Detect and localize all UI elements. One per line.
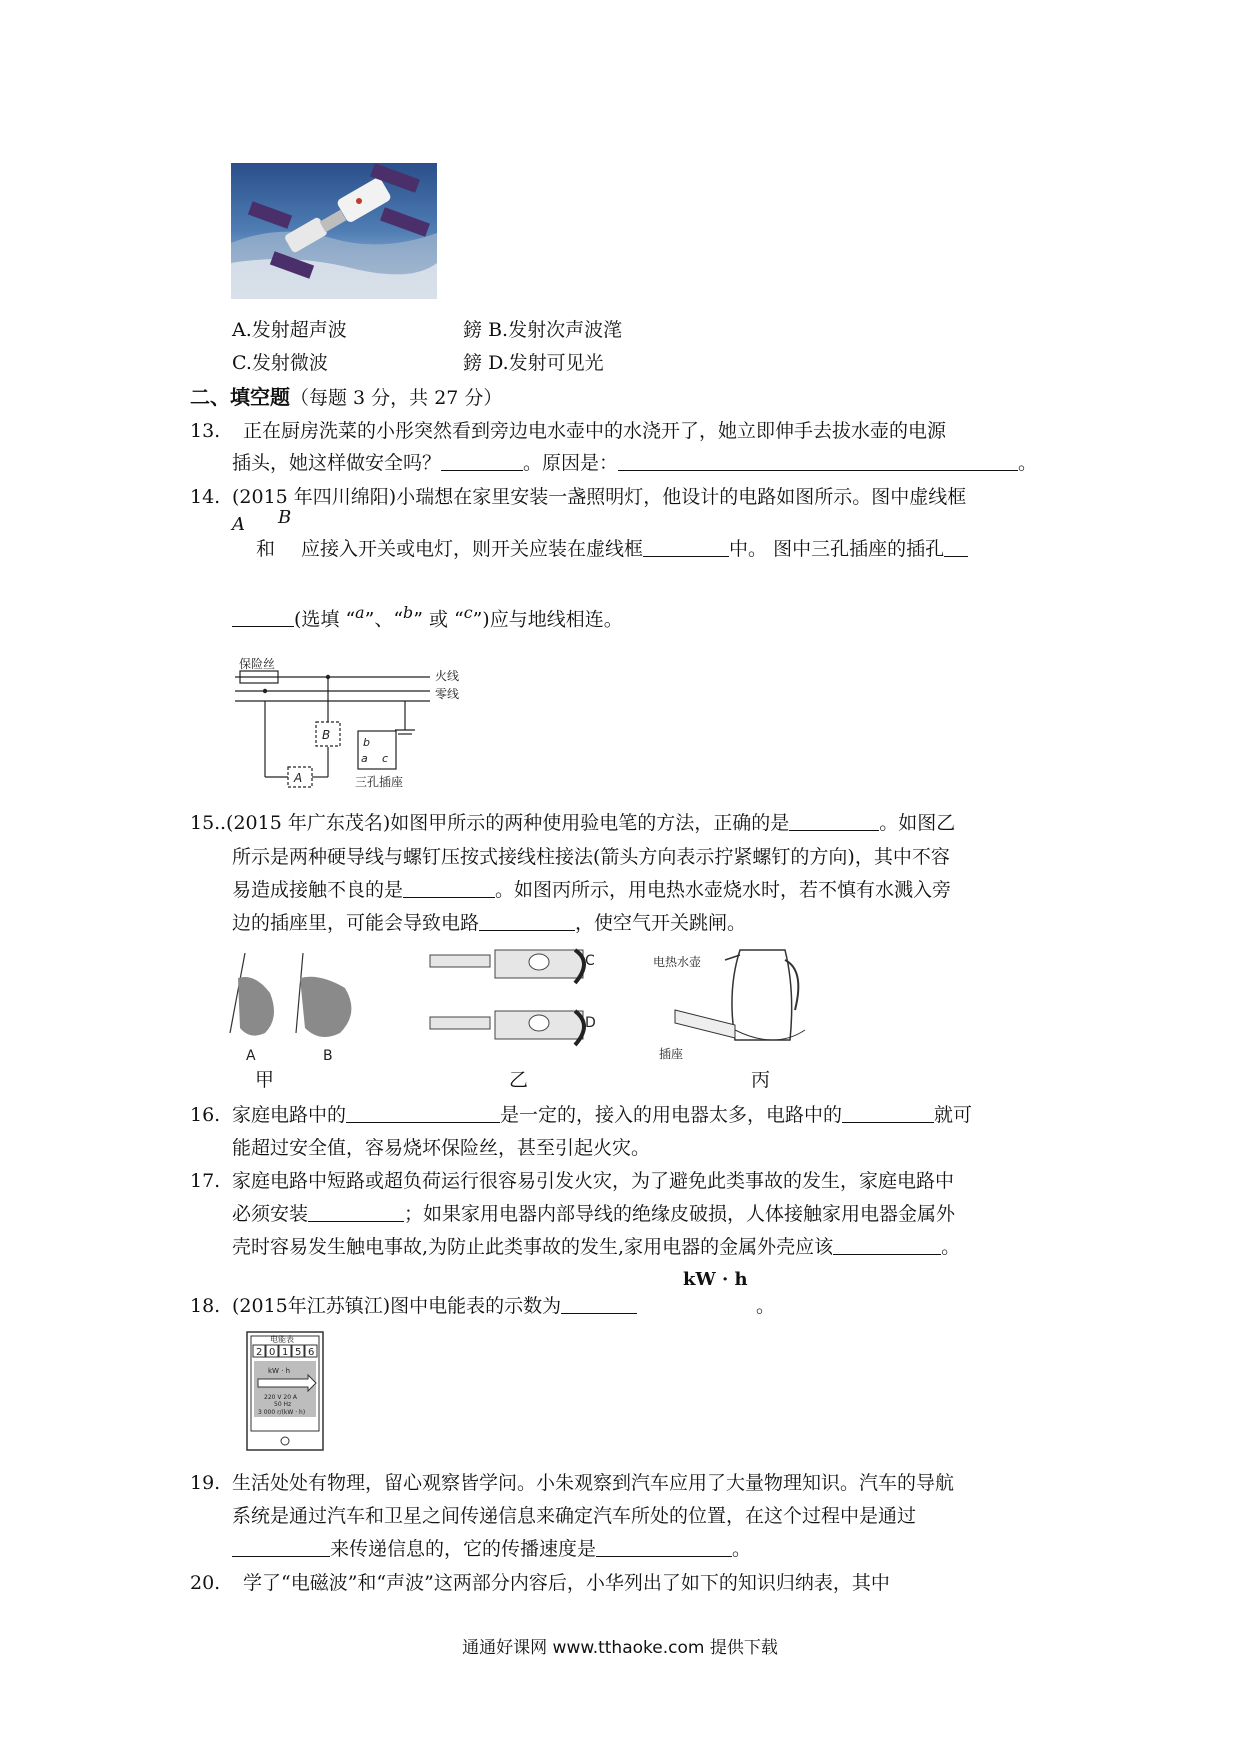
answer-blank[interactable]	[561, 1293, 637, 1314]
live-wire-label: 火线	[435, 669, 460, 683]
q18-line	[232, 1289, 637, 1323]
label-a-box: A	[232, 514, 245, 535]
q17-text-d: 。	[941, 1236, 961, 1258]
q19-line1: 生活处处有物理，留心观察皆学问。小朱观察到汽车应用了大量物理知识。汽车的导航	[232, 1472, 955, 1494]
q13-text-b: 。原因是：	[523, 452, 619, 474]
meter-unit: kW · h	[268, 1367, 291, 1375]
terminal-d-label: D	[585, 1015, 596, 1031]
q15-text-f: ，使空气开关跳闸。	[575, 912, 747, 934]
q13-line2	[232, 446, 1037, 480]
option-c: C.发射微波	[232, 352, 328, 374]
q17-text-c: 壳时容易发生触电事故,为防止此类事故的发生,家用电器的金属外壳应该	[232, 1236, 834, 1258]
caption-jia: 甲	[255, 1069, 275, 1091]
q18-text: (2015年江苏镇江)图中电能表的示数为	[232, 1295, 562, 1317]
circuit-diagram	[230, 654, 480, 794]
caption-yi: 乙	[509, 1069, 529, 1091]
test-pen-figure	[210, 948, 380, 1068]
question-number: 15.	[190, 812, 221, 834]
meter-title: 电能表	[270, 1335, 294, 1344]
q17-line1: 家庭电路中短路或超负荷运行很容易引发火灾，为了避免此类事故的发生，家庭电路中	[232, 1170, 955, 1192]
q15-text-a: .(2015 年广东茂名)如图甲所示的两种使用验电笔的方法，正确的是	[220, 812, 790, 834]
answer-blank[interactable]	[596, 1536, 732, 1557]
q15-line1	[220, 806, 955, 840]
option-b-line	[463, 313, 622, 347]
spacecraft-docking-image	[231, 163, 437, 299]
question-number: 13.	[190, 420, 221, 442]
q19-line3	[232, 1532, 751, 1566]
answer-blank[interactable]	[308, 1201, 404, 1222]
section-title: 二、填空题	[190, 385, 290, 409]
q15-text-c: 易造成接触不良的是	[232, 879, 404, 901]
socket-label: 插座	[659, 1047, 684, 1061]
socket-hole-b: b	[363, 736, 370, 749]
meter-digit: 2	[256, 1347, 263, 1358]
q16-text-c: 就可	[934, 1104, 973, 1126]
q13-line1: 正在厨房洗菜的小彤突然看到旁边电水壶中的水浇开了，她立即伸手去拔水壶的电源	[243, 420, 947, 442]
pen-a-label: A	[246, 1048, 256, 1064]
neutral-wire-label: 零线	[435, 687, 460, 701]
q15-line2: 所示是两种硬导线与螺钉压按式接线柱接法(箭头方向表示拧紧螺钉的方向)，其中不容	[232, 846, 950, 868]
q17-text-b: ；如果家用电器内部导线的绝缘皮破损，人体接触家用电器金属外	[404, 1203, 956, 1225]
question-number: 20.	[190, 1572, 221, 1594]
question-number: 18.	[190, 1295, 221, 1317]
q19-line2: 系统是通过汽车和卫星之间传递信息来确定汽车所处的位置，在这个过程中是通过	[232, 1505, 917, 1527]
garbled-suffix: 滗	[603, 319, 623, 341]
answer-blank[interactable]	[789, 810, 879, 831]
question-number: 17.	[190, 1170, 221, 1192]
question-number: 14.	[190, 486, 221, 508]
box-b-label: B	[322, 728, 331, 742]
q15-line3	[232, 873, 951, 907]
q13-text-a: 插头，她这样做安全吗？	[232, 452, 442, 474]
q14-sep1: ”、“	[364, 608, 404, 631]
q15-text-e: 边的插座里，可能会导致电路	[232, 912, 480, 934]
question-number: 19.	[190, 1472, 221, 1494]
q17-line2	[232, 1197, 955, 1231]
q13-text-c: 。	[1018, 452, 1038, 474]
wire-terminal-figure	[425, 945, 615, 1065]
q14-text-d: ”)应与地线相连。	[472, 608, 623, 631]
q14-and: 和	[256, 538, 276, 560]
q14-text-a: 应接入开关或电灯，则开关应装在虚线框	[301, 538, 644, 560]
box-a-label: A	[294, 771, 303, 785]
socket-hole-c: c	[382, 752, 389, 765]
meter-digit: 0	[269, 1347, 276, 1358]
meter-digit: 5	[295, 1347, 302, 1358]
q17-line3	[232, 1230, 960, 1264]
q18-end: 。	[756, 1295, 776, 1317]
q17-text-a: 必须安装	[232, 1203, 309, 1225]
section-heading	[190, 380, 502, 415]
answer-blank[interactable]	[833, 1234, 941, 1255]
garbled-prefix: 鎊	[463, 319, 483, 341]
pen-b-label: B	[323, 1048, 333, 1064]
q19-text-a: 来传递信息的，它的传播速度是	[330, 1538, 597, 1560]
answer-blank[interactable]	[842, 1102, 934, 1123]
q15-text-b: 。如图乙	[879, 812, 956, 834]
terminal-c-label: C	[585, 953, 595, 969]
label-c-hole: c	[463, 603, 473, 622]
option-a: A.发射超声波	[232, 319, 347, 341]
q14-sep2: ” 或 “	[413, 608, 464, 631]
answer-blank[interactable]	[643, 536, 729, 557]
q16-line2: 能超过安全值，容易烧坏保险丝，甚至引起火灾。	[232, 1137, 651, 1159]
fuse-label: 保险丝	[239, 657, 276, 671]
q20-line1: 学了“电磁波”和“声波”这两部分内容后，小华列出了如下的知识归纳表，其中	[243, 1572, 890, 1594]
meter-digit: 1	[282, 1347, 289, 1358]
socket-label: 三孔插座	[355, 775, 404, 789]
meter-spec2: 50 Hz	[274, 1401, 292, 1408]
kettle-label: 电热水壶	[653, 955, 702, 969]
answer-blank[interactable]	[232, 1536, 330, 1557]
meter-digit: 6	[308, 1347, 315, 1358]
answer-blank[interactable]	[403, 877, 495, 898]
meter-spec1: 220 V 20 A	[264, 1394, 298, 1401]
q14-line3	[232, 596, 623, 636]
caption-bing: 丙	[751, 1069, 771, 1091]
option-d: D.发射可见光	[488, 352, 604, 374]
answer-blank[interactable]	[479, 910, 575, 931]
kettle-figure	[645, 930, 825, 1070]
label-b-box: B	[278, 507, 292, 528]
label-b-hole: b	[403, 603, 414, 622]
meter-spec3: 3 000 r/(kW · h)	[258, 1409, 306, 1416]
q16-text-a: 家庭电路中的	[232, 1104, 347, 1126]
option-b: B.发射次声波	[488, 319, 604, 341]
answer-blank[interactable]	[441, 450, 523, 471]
q14-line2	[256, 532, 968, 566]
answer-blank[interactable]	[346, 1102, 500, 1123]
page-footer: 通通好课网 www.tthaoke.com 提供下载	[462, 1638, 778, 1658]
socket-hole-a: a	[361, 752, 368, 765]
q16-line1	[232, 1098, 972, 1132]
energy-meter	[246, 1331, 324, 1451]
garbled-prefix: 鎊	[463, 352, 483, 374]
unit-label: kW · h	[683, 1269, 748, 1290]
q19-text-b: 。	[732, 1538, 752, 1560]
q14-text-b: 中。 图中三孔插座的插孔	[729, 538, 945, 560]
label-a-hole: a	[355, 603, 365, 622]
q14-text-c: (选填 “	[294, 608, 356, 631]
q16-text-b: 是一定的，接入的用电器太多，电路中的	[500, 1104, 843, 1126]
answer-blank[interactable]	[944, 536, 968, 557]
meter-digits	[253, 1345, 317, 1358]
option-d-line	[463, 346, 604, 380]
question-number: 16.	[190, 1104, 221, 1126]
q15-text-d: 。如图丙所示，用电热水壶烧水时，若不慎有水溅入旁	[495, 879, 952, 901]
section-note: （每题 3 分，共 27 分）	[290, 387, 503, 409]
answer-blank[interactable]	[618, 450, 1018, 471]
q14-line1: (2015 年四川绵阳)小瑞想在家里安装一盏照明灯，他设计的电路如图所示。图中虚线框	[232, 486, 967, 508]
answer-blank[interactable]	[232, 606, 294, 627]
